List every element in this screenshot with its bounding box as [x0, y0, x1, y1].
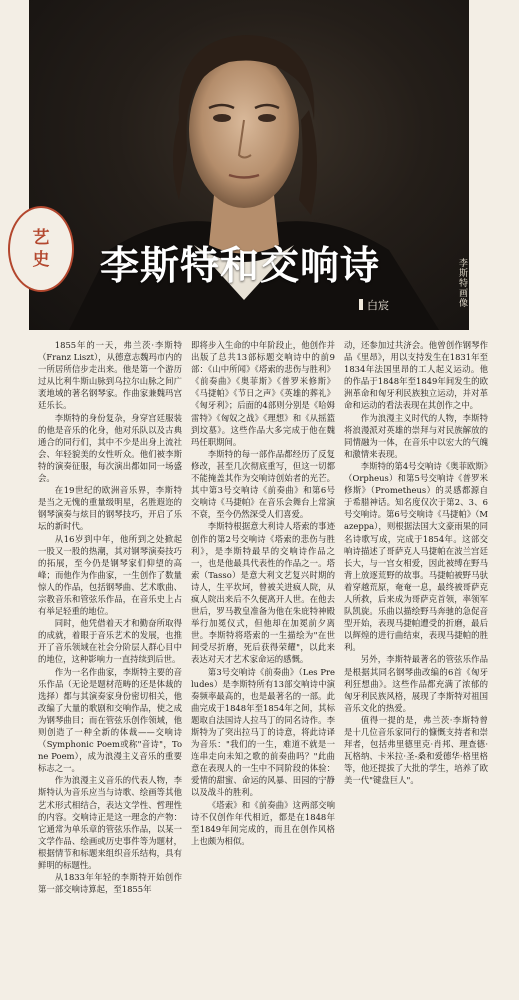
paragraph: 李斯特的每一部作品都经历了反复修改，甚至几次彻底重写，但这一切都不能掩盖其作为交响诗创始者的光芒。其中第3号交响诗《前奏曲》和第6号交响诗《马捷帕》在音乐会舞台上常演不衰，至今仍然深受人们喜爱。: [191, 448, 335, 520]
byline-bar-icon: [359, 299, 363, 310]
byline: [359, 297, 389, 313]
paragraph: 另外，李斯特最著名的管弦乐作品是根据其同名钢琴曲改编的6首《匈牙利狂想曲》。这些作品都充满了浓郁的匈牙利民族风格，展现了李斯特对祖国音乐文化的热爱。: [344, 654, 488, 713]
paragraph: 在19世纪的欧洲音乐界，李斯特是当之无愧的重量级明星，名胜遐迩的钢琴演奏与炫目的钢琴技巧，开启了乐坛的新时代。: [38, 485, 182, 532]
paragraph: 作为浪漫主义时代的人物，李斯特将浪漫派对英雄的崇拜与对民族解放的同情融为一体，在音乐中以宏大的气魄和激情来表现。: [344, 412, 488, 459]
paragraph: 即将步入生命的中年阶段止，他创作并出版了总共13部标题交响诗中的前9部：《山中所闻》《塔索的悲伤与胜利》《前奏曲》《奥菲斯》《普罗米修斯》《马捷帕》《节日之声》《英雄的葬礼》《匈牙利》；后面的4部则分别是《哈姆雷特》《匈奴之战》《理想》和《从摇篮到坟墓》。这些作品大多完成于他在魏玛任职期间。: [191, 340, 335, 447]
paragraph: 第3号交响诗《前奏曲》（Les Preludes）是李斯特所有13部交响诗中演奏频率最高的，也是最著名的一部。此曲完成于1848年至1854年之间，其标题取自法国诗人拉马丁的同名诗作。李斯特为了突出拉马丁的诗意，将此诗译为音乐："我们的一生，难道不就是一连串走向未知之歌的前奏曲吗？"此曲意在表现人的一生中不同阶段的体验：爱情的甜蜜、命运的风暴、田园的宁静以及战斗的胜利。: [191, 666, 335, 798]
paragraph: 李斯特的第4号交响诗《奥菲欧斯》（Orpheus）和第5号交响诗《普罗米修斯》（Prometheus）的灵感都源自于希腊神话。知名度仅次于第2、3、6号交响诗。第6号交响诗《马捷帕》（Mazeppa），则根据法国大文豪雨果的同名诗歌写成，完成于1854年。这部交响诗描述了哥萨克人马捷帕在波兰宫廷长大，与一宫女相爱，因此被缚在野马背上放逐荒野的故事。马捷帕被野马驮着穿越荒原，奄奄一息，最终被哥萨克人所救，后来成为哥萨克首领，率领军队凯旋。乐曲以描绘野马奔驰的急促音型开始，表现马捷帕遭受的折磨，最后以辉煌的进行曲结束，表现马捷帕的胜利。: [344, 460, 488, 653]
paragraph: 值得一提的是，弗兰茨·李斯特曾是十几位音乐家同行的慷慨支持者和崇拜者，包括弗里德里克·肖邦、理查德·瓦格纳、卡米拉·圣-桑和爱德华·格里格等，他还提拔了大批的学生，培养了欧美一代"键盘巨人"。: [344, 714, 488, 786]
paragraph: 李斯特根据意大利诗人塔索的事迹创作的第2号交响诗《塔索的悲伤与胜利》，是李斯特最早的交响诗作品之一，也是他最具代表性的作品之一。塔索（Tasso）是意大利文艺复兴时期的诗人，生平坎坷，曾被关进疯人院，从疯人院出来后不久便离开人世。在他去世后，罗马教皇准备为他在朱庇特神殿举行加冕仪式，但他却在加冕前夕离世。李斯特将塔索的一生描绘为"在世间受尽折磨，死后获得荣耀"，以此来表达对天才艺术家命运的感慨。: [191, 521, 335, 665]
paragraph: 动，还参加过共济会。他曾创作钢琴作品《里昂》，用以支持发生在1831年至1834年法国里昂的工人起义运动。他的作品于1848年至1849年间发生的欧洲革命和匈牙利民族独立运动，并对革命和运动的看法表现在其创作之中。: [344, 340, 488, 411]
paragraph: 从1833年年轻的李斯特开始创作第一部交响诗算起，至1855年: [38, 872, 182, 895]
column-tag-char-2: 史: [32, 250, 50, 270]
paragraph: 李斯特的身份复杂，身穿宫廷服装的他是音乐的化身，他对乐队以及古典通合的同行们，其中不少是出身上流社会、年轻貌美的女性听众。他们被李斯特的演奏征服，每次演出都如同一场盛会。: [38, 412, 182, 484]
article-title: 李斯特和交响诗: [100, 244, 381, 289]
column-tag-badge: [8, 206, 74, 292]
column-1: [38, 339, 182, 994]
article-body: [38, 339, 508, 994]
paragraph: 1855年的一天，弗兰茨·李斯特（Franz Liszt），从德意志魏玛市内的一所居所信步走出来。他是第一个游历过从比利牛斯山脉到乌拉尔山脉之间广袤地域的著名钢琴家。作曲家兼魏玛宫廷乐长。: [38, 340, 182, 411]
column-2: [191, 339, 335, 994]
image-credit: 李斯特画像: [457, 258, 467, 308]
paragraph: 作为浪漫主义音乐的代表人物，李斯特认为音乐应当与诗歌、绘画等其他艺术形式相结合，表达文学性、哲理性的内容。交响诗正是这一理念的产物：它通常为单乐章的管弦乐作品，以某一文学作品、绘画或历史事件等为题材，根据情节和标题来组织音乐结构，具有鲜明的标题性。: [38, 775, 182, 871]
column-tag-char-1: 艺: [32, 228, 50, 248]
paragraph: 作为一名作曲家，李斯特主要的音乐作品（无论是题材范畴的还是体裁的选择）都与其演奏家身份密切相关，他改编了大量的歌剧和交响作品，使之成为钢琴曲目；而在管弦乐创作领域，他则创造了一种全新的体裁——交响诗（Symphonic Poem或称"音诗"，Tone Poem），成为浪漫主义音乐的重要标志之一。: [38, 666, 182, 774]
paragraph: 从16岁到中年，他所到之处掀起一股又一股的热潮，其对钢琴演奏技巧的拓展，至今仍是钢琴家们仰望的高峰；而他作为作曲家，一生创作了数量惊人的作品，包括钢琴曲、艺术歌曲、宗教音乐和管弦乐作品，在音乐史上占有举足轻重的地位。: [38, 533, 182, 617]
paragraph: 《塔索》和《前奏曲》这两部交响诗不仅创作年代相近，都是在1848年至1849年间完成的，而且在创作风格上也颇为相似。: [191, 799, 335, 846]
column-3: [344, 339, 488, 994]
author-name: 白宸: [367, 299, 389, 312]
paragraph: 同时，他凭借着天才和勤奋所取得的成就，着眼于音乐艺术的发展，也推开了音乐领域在社会分阶层人群心目中的地位，这种影响力一直持续到后世。: [38, 618, 182, 665]
